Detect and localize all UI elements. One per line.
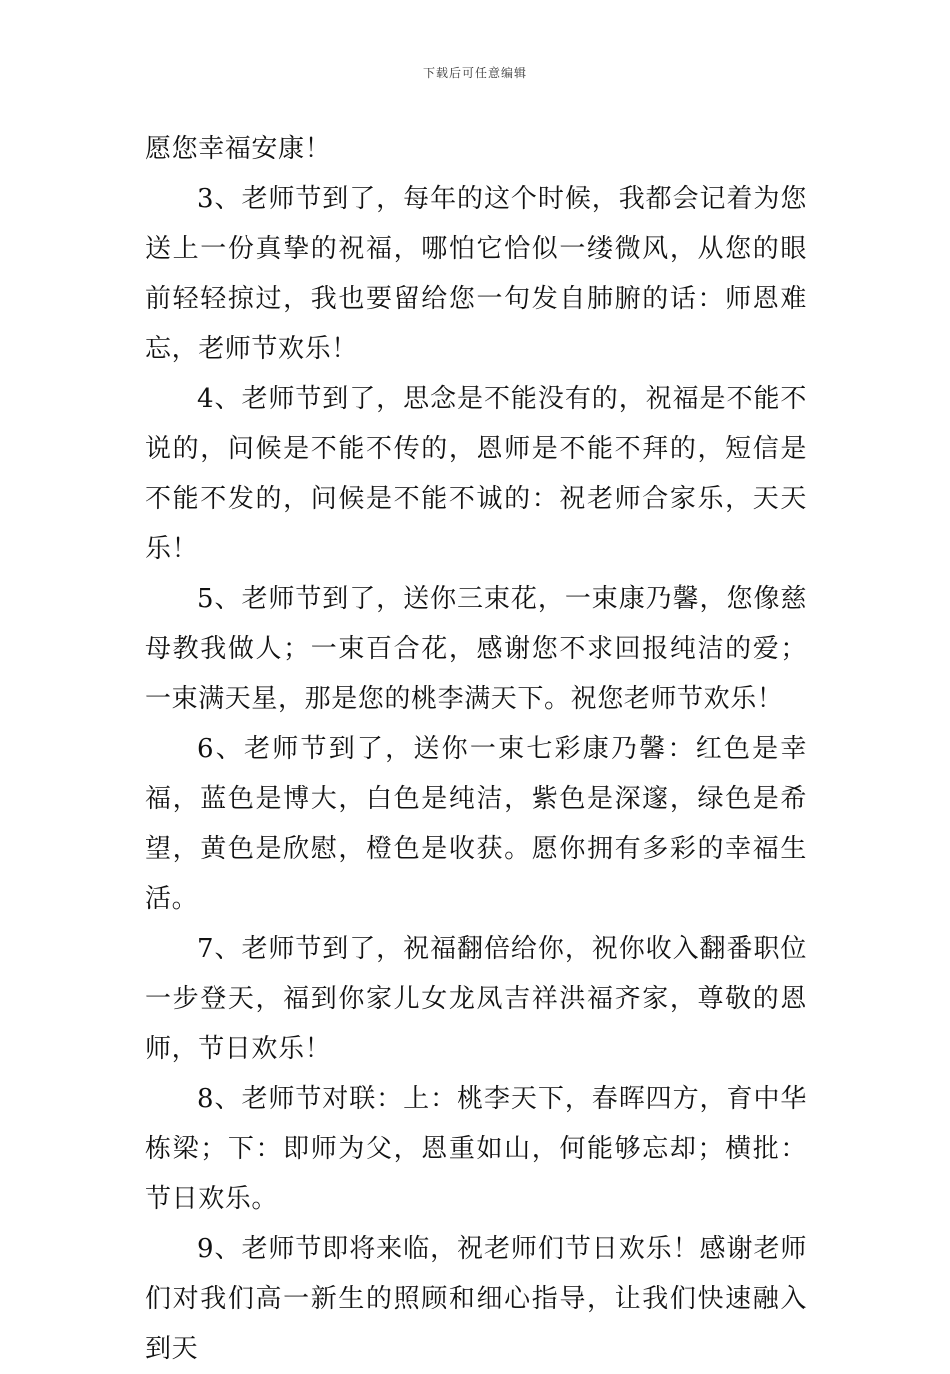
paragraph-item-6: 6、老师节到了，送你一束七彩康乃馨：红色是幸福，蓝色是博大，白色是纯洁，紫色是深邃，绿色是希望，黄色是欣慰，橙色是收获。愿你拥有多彩的幸福生活。 bbox=[145, 734, 807, 914]
paragraph-item-3: 3、老师节到了，每年的这个时候，我都会记着为您送上一份真挚的祝福，哪怕它恰似一缕微风，从您的眼前轻轻掠过，我也要留给您一句发自肺腑的话：师恩难忘，老师节欢乐！ bbox=[145, 184, 807, 364]
document-body bbox=[145, 124, 807, 1374]
paragraph-item-7: 7、老师节到了，祝福翻倍给你，祝你收入翻番职位一步登天，福到你家儿女龙凤吉祥洪福齐家，尊敬的恩师，节日欢乐！ bbox=[145, 934, 807, 1064]
header-note: 下载后可任意编辑 bbox=[422, 66, 527, 80]
paragraph-item-8: 8、老师节对联：上：桃李天下，春晖四方，育中华栋梁；下：即师为父，恩重如山，何能够忘却；横批：节日欢乐。 bbox=[145, 1084, 807, 1214]
paragraph-item-9: 9、老师节即将来临，祝老师们节日欢乐！感谢老师们对我们高一新生的照顾和细心指导，让我们快速融入到天 bbox=[145, 1234, 807, 1364]
paragraph-item-4: 4、老师节到了，思念是不能没有的，祝福是不能不说的，问候是不能不传的，恩师是不能不拜的，短信是不能不发的，问候是不能不诚的：祝老师合家乐，天天乐！ bbox=[145, 384, 807, 564]
paragraph-item-5: 5、老师节到了，送你三束花，一束康乃馨，您像慈母教我做人；一束百合花，感谢您不求回报纯洁的爱；一束满天星，那是您的桃李满天下。祝您老师节欢乐！ bbox=[145, 584, 807, 714]
paragraph-continuation: 愿您幸福安康！ bbox=[145, 134, 332, 164]
